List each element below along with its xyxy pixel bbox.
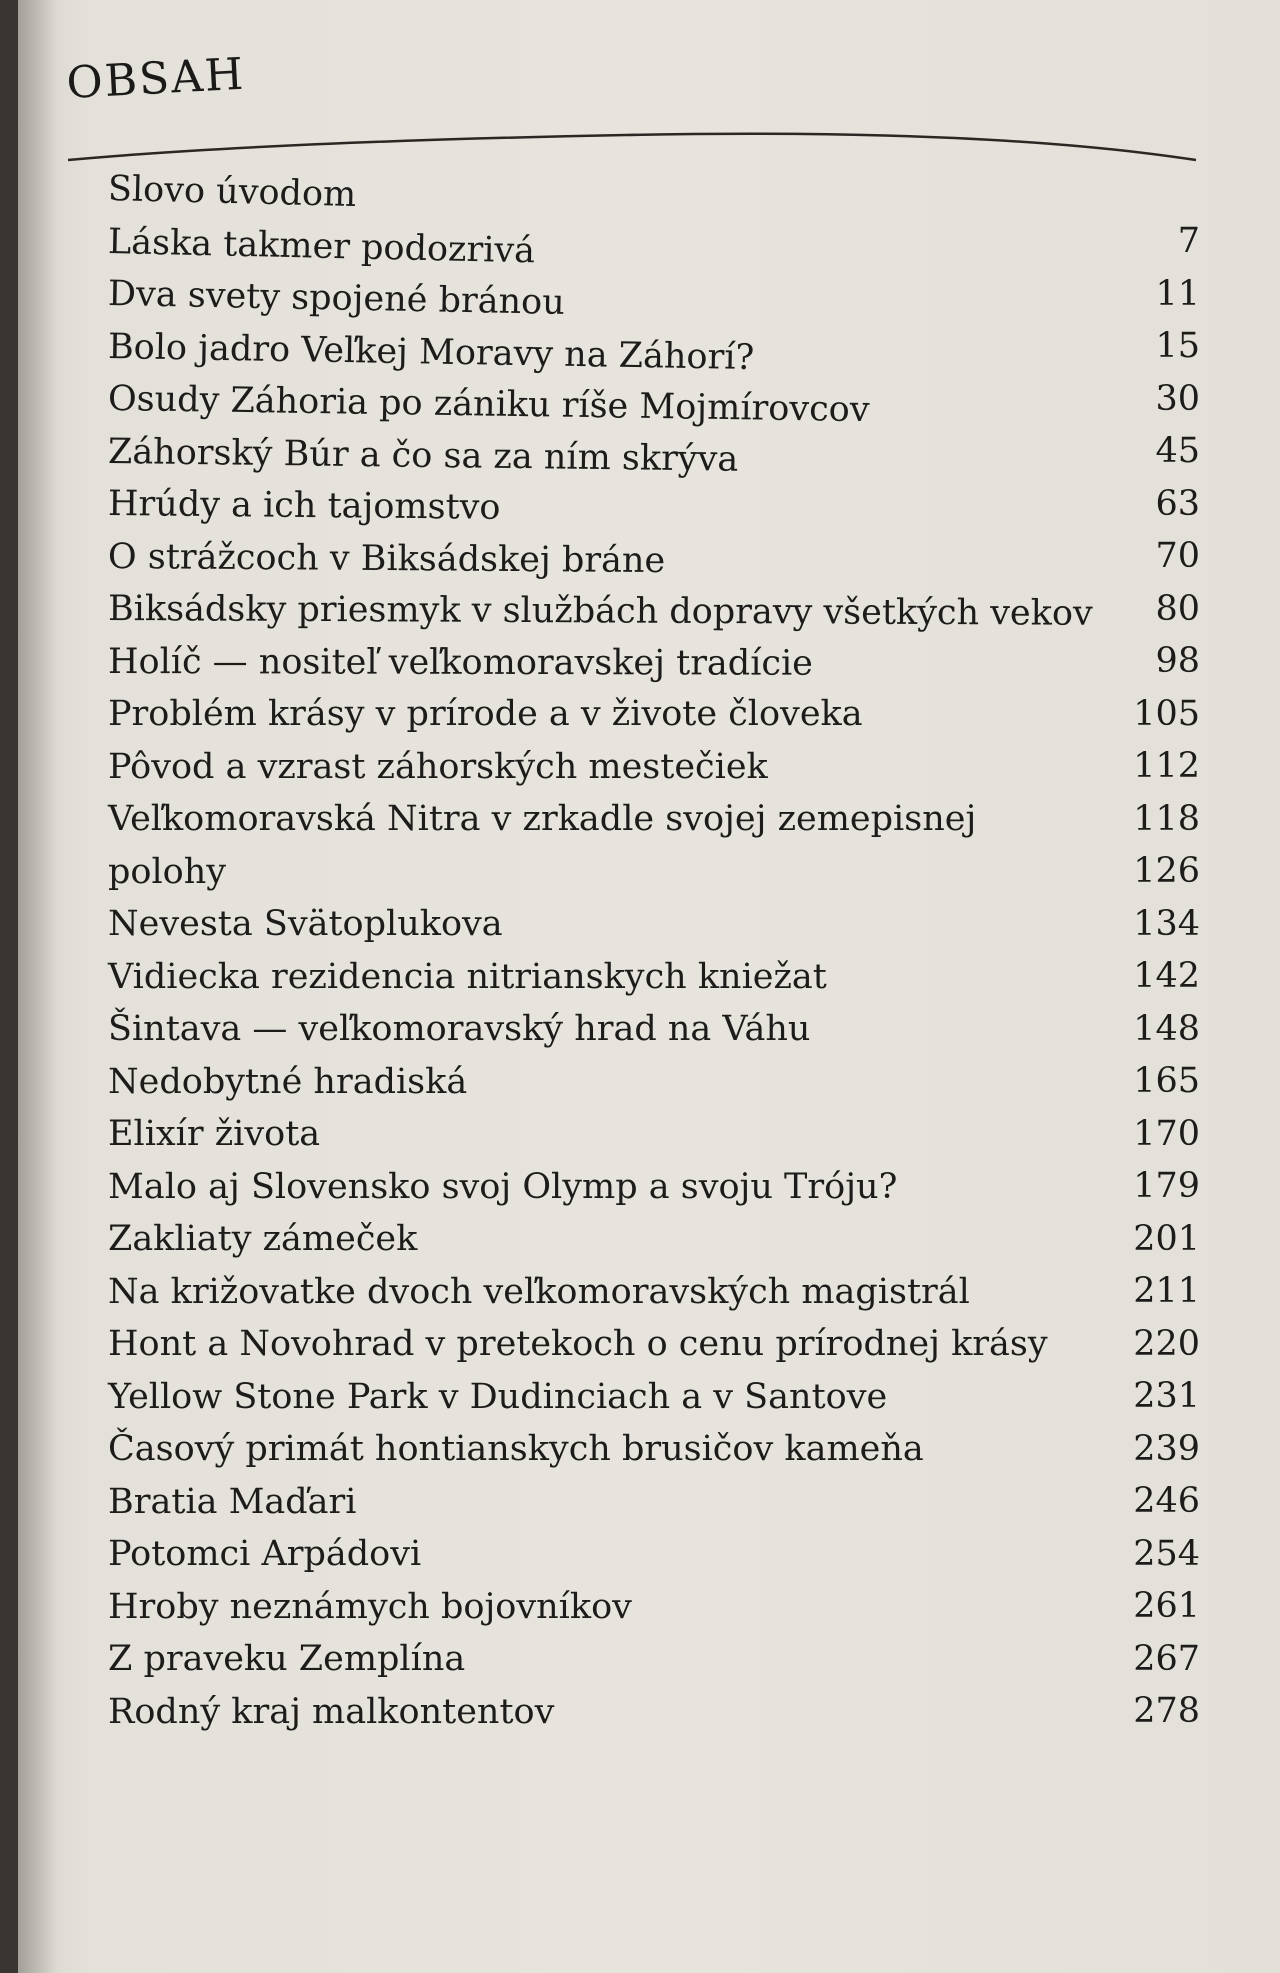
toc-entry-title: Yellow Stone Park v Dudinciach a v Santove xyxy=(108,1376,888,1417)
toc-entry-title: Problém krásy v prírode a v živote človeka xyxy=(108,694,863,734)
toc-entry-title: Veľkomoravská Nitra v zrkadle svojej zemepisnej xyxy=(108,799,977,839)
book-page xyxy=(18,0,1280,1973)
toc-entry-page: 246 xyxy=(1133,1481,1200,1521)
toc-entry-page: 126 xyxy=(1133,851,1200,891)
toc-entry-page: 15 xyxy=(1155,326,1200,366)
toc-entry-title: Pôvod a vzrast záhorských mestečiek xyxy=(108,746,768,787)
toc-entry-page: 118 xyxy=(1133,798,1200,839)
toc-entry-title: Osudy Záhoria po zániku ríše Mojmírovcov xyxy=(107,379,870,431)
toc-entry-title: Dva svety spojené bránou xyxy=(107,274,566,323)
toc-entry-page: 179 xyxy=(1133,1166,1200,1206)
toc-entry-page: 278 xyxy=(1133,1691,1200,1731)
toc-entry-title: Hont a Novohrad v pretekoch o cenu prírodnej krásy xyxy=(108,1324,1048,1364)
toc-entry-title: Hroby neznámych bojovníkov xyxy=(108,1586,632,1627)
toc-entry-title: Malo aj Slovensko svoj Olymp a svoju Tróju? xyxy=(108,1166,898,1207)
toc-entry-page: 80 xyxy=(1155,588,1200,629)
toc-entry-page: 220 xyxy=(1133,1323,1200,1364)
toc-entry-page: 201 xyxy=(1133,1218,1200,1259)
toc-entry-page: 165 xyxy=(1133,1061,1200,1101)
toc-entry-title: Zakliaty zámeček xyxy=(108,1219,418,1259)
toc-entry-page: 211 xyxy=(1133,1271,1200,1311)
toc-entry-title: Rodný kraj malkontentov xyxy=(108,1691,555,1732)
toc-entry-title: Z praveku Zemplína xyxy=(108,1639,466,1679)
toc-entry-page: 254 xyxy=(1133,1533,1200,1574)
page-title: OBSAH xyxy=(65,48,247,109)
toc-entry-title: Nedobytné hradiská xyxy=(108,1061,468,1102)
toc-entry-title: Hrúdy a ich tajomstvo xyxy=(107,484,501,528)
toc-entry-page: 30 xyxy=(1155,378,1200,419)
toc-entry-title: O strážcoch v Biksádskej bráne xyxy=(107,536,666,581)
toc-entry-page: 70 xyxy=(1155,536,1200,576)
toc-entry-title: Potomci Arpádovi xyxy=(108,1534,422,1574)
toc-entry-title: Šintava — veľkomoravský hrad na Váhu xyxy=(108,1009,811,1049)
toc-entry-title: Bratia Maďari xyxy=(108,1481,357,1522)
toc-entry-page: 231 xyxy=(1133,1376,1200,1416)
toc-entry-title: Holíč — nositeľ veľkomoravskej tradície xyxy=(107,641,813,684)
toc-entry-page: 63 xyxy=(1155,483,1200,524)
toc-entry-title: Na križovatke dvoch veľkomoravských magistrál xyxy=(108,1271,970,1312)
toc-entry-page: 239 xyxy=(1133,1428,1200,1469)
toc-entry-title: Elixír života xyxy=(108,1114,321,1154)
toc-entry-page: 45 xyxy=(1155,431,1200,471)
toc-entry-title: Záhorský Búr a čo sa za ním skrýva xyxy=(107,431,739,480)
toc-entry-title: Časový primát hontianskych brusičov kameňa xyxy=(108,1429,924,1469)
toc-entry-page: 105 xyxy=(1133,693,1200,734)
toc-entry-page: 261 xyxy=(1133,1586,1200,1626)
toc-entry-title: Bolo jadro Veľkej Moravy na Záhorí? xyxy=(107,326,755,378)
toc-entry-page: 148 xyxy=(1133,1008,1200,1049)
toc-entry-title: Biksádsky priesmyk v službách dopravy všetkých vekov xyxy=(107,589,1093,634)
toc-entry-page: 134 xyxy=(1133,903,1200,944)
toc-entry-title: Láska takmer podozrivá xyxy=(107,221,536,271)
toc-entry-title: Nevesta Svätoplukova xyxy=(108,904,503,944)
toc-entry-page: 7 xyxy=(1177,221,1200,261)
toc-entry-page: 267 xyxy=(1133,1638,1200,1679)
table-of-contents xyxy=(18,0,1280,1973)
toc-entry-page: 112 xyxy=(1133,746,1200,786)
toc-entry-page: 11 xyxy=(1155,273,1200,314)
toc-entry-title: Slovo úvodom xyxy=(107,169,357,216)
toc-entry-title: polohy xyxy=(108,851,227,892)
toc-entry-title: Vidiecka rezidencia nitrianskych kniežat xyxy=(108,956,827,997)
toc-entry-page: 98 xyxy=(1155,641,1200,681)
toc-entry-page: 142 xyxy=(1133,956,1200,996)
toc-entry-page: 170 xyxy=(1133,1113,1200,1154)
